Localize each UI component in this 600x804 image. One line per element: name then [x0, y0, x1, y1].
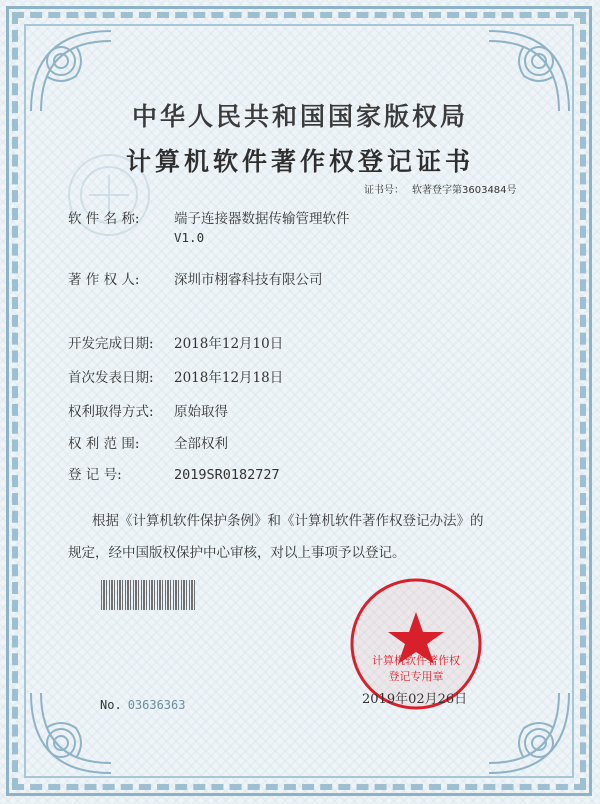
publication-date-label: 首次发表日期:	[68, 370, 154, 386]
acquisition-row	[68, 400, 228, 420]
serial-number	[100, 698, 185, 712]
scope-row	[68, 432, 228, 452]
scope-label: 权 利 范 围:	[68, 436, 140, 452]
statement-line-2: 规定，经中国版权保护中心审核，对以上事项予以登记。	[68, 545, 406, 561]
completion-date-row	[68, 332, 283, 352]
certificate-number	[364, 181, 517, 196]
owner-value: 深圳市栩睿科技有限公司	[174, 272, 323, 288]
certificate-number-value: 软著登字第3603484号	[412, 185, 517, 196]
seal-text-line-2: 登记专用章	[388, 670, 444, 683]
statement-line-1: 根据《计算机软件保护条例》和《计算机软件著作权登记办法》的	[92, 513, 484, 529]
acquisition-label: 权利取得方式:	[68, 404, 154, 420]
serial-value: 03636363	[127, 698, 186, 712]
certificate-title: 计算机软件著作权登记证书	[125, 147, 474, 176]
corner-ornament-bottom-right	[484, 688, 574, 778]
owner-row	[68, 268, 323, 288]
serial-label: No.	[100, 698, 122, 712]
software-version: V1.0	[174, 230, 205, 245]
software-name-value: 端子连接器数据传输管理软件	[174, 211, 350, 227]
software-name-row	[68, 207, 350, 245]
owner-label: 著 作 权 人:	[68, 272, 140, 288]
acquisition-value: 原始取得	[174, 404, 228, 420]
seal-text-line-1: 计算机软件著作权	[372, 654, 460, 667]
completion-date-label: 开发完成日期:	[68, 336, 154, 352]
issue-date: 2019年02月26日	[362, 692, 468, 707]
completion-date-value: 2018年12月10日	[174, 336, 284, 352]
issuer-title: 中华人民共和国国家版权局	[131, 102, 468, 131]
registration-row	[68, 463, 280, 483]
certificate-number-label: 证书号：	[364, 185, 404, 196]
registration-label: 登 记 号:	[68, 467, 122, 483]
scope-value: 全部权利	[174, 436, 228, 452]
registration-value: 2019SR0182727	[174, 467, 280, 483]
publication-date-value: 2018年12月18日	[174, 370, 284, 386]
publication-date-row	[68, 366, 283, 386]
statement-paragraph	[68, 505, 538, 569]
barcode-icon	[101, 580, 197, 610]
software-name-label: 软 件 名 称:	[68, 211, 140, 227]
